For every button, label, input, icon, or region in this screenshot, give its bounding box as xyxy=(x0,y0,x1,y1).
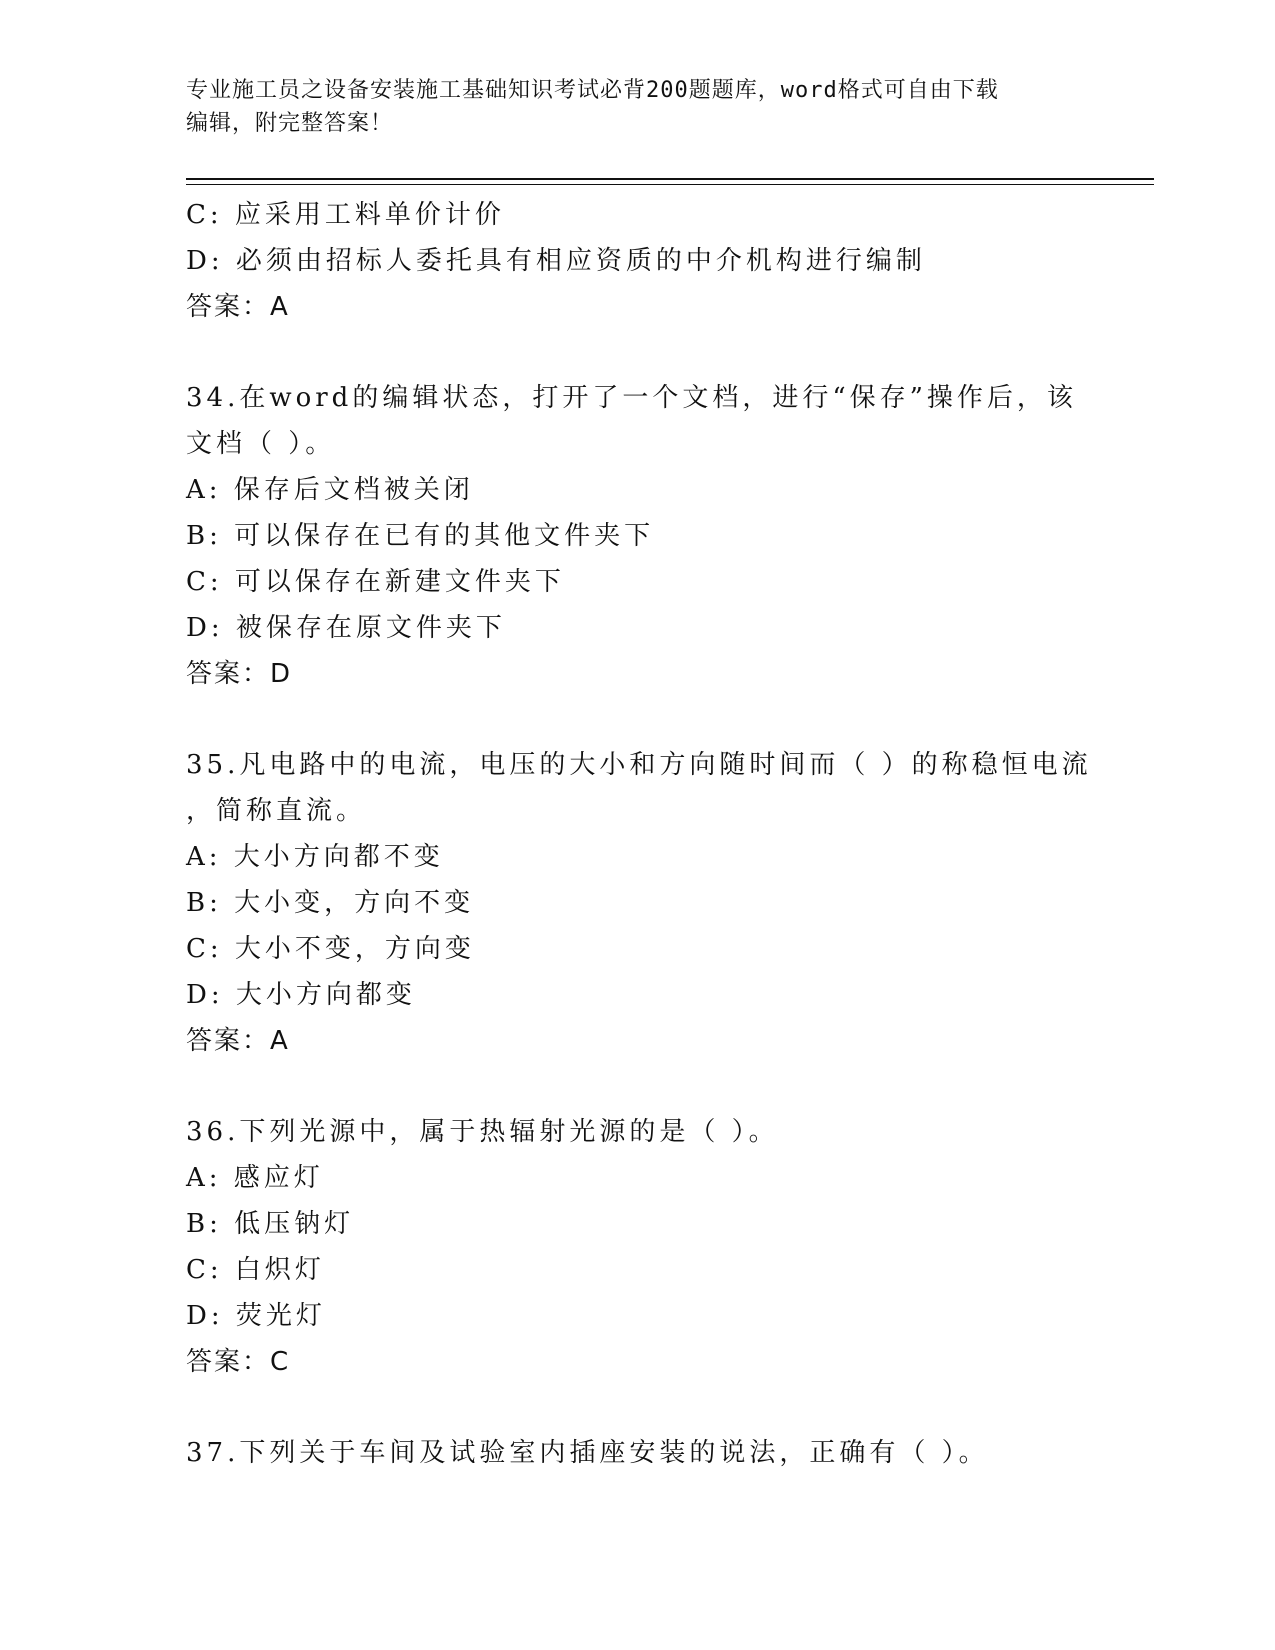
q34-option-c: C: 可以保存在新建文件夹下 xyxy=(186,567,565,597)
header-divider-thick xyxy=(186,178,1154,180)
q34-option-b: B: 可以保存在已有的其他文件夹下 xyxy=(186,521,655,551)
q34-option-a: A: 保存后文档被关闭 xyxy=(186,475,474,505)
q37-stem: 37.下列关于车间及试验室内插座安装的说法，正确有（ ）。 xyxy=(186,1438,989,1468)
question-33-tail xyxy=(186,192,1086,330)
question-spacer xyxy=(186,1385,1086,1430)
question-list xyxy=(186,192,1092,1476)
q33-option-d: D: 必须由招标人委托具有相应资质的中介机构进行编制 xyxy=(186,246,926,276)
header-title-line-2: 编辑，附完整答案！ xyxy=(186,111,394,136)
q34-stem-line-1: 34.在word的编辑状态，打开了一个文档，进行“保存”操作后，该 xyxy=(186,383,1077,413)
header-divider-thin xyxy=(186,184,1154,185)
q33-answer: 答案：A xyxy=(186,292,290,322)
q34-option-d: D: 被保存在原文件夹下 xyxy=(186,613,506,643)
question-35 xyxy=(186,742,1092,1064)
q35-option-c: C: 大小不变，方向变 xyxy=(186,934,475,964)
document-header xyxy=(186,74,1086,140)
q34-stem-line-2: 文档（ ）。 xyxy=(186,429,336,459)
q36-option-b: B: 低压钠灯 xyxy=(186,1209,355,1239)
q36-option-c: C: 白炽灯 xyxy=(186,1255,325,1285)
q35-option-d: D: 大小方向都变 xyxy=(186,980,416,1010)
q35-option-a: A: 大小方向都不变 xyxy=(186,842,444,872)
q36-answer: 答案：C xyxy=(186,1347,291,1377)
header-title-line-1: 专业施工员之设备安装施工基础知识考试必背200题题库，word格式可自由下载 xyxy=(186,78,999,103)
q35-answer: 答案：A xyxy=(186,1026,290,1056)
q33-option-c: C: 应采用工料单价计价 xyxy=(186,200,505,230)
question-spacer xyxy=(186,330,1086,375)
q36-option-d: D: 荧光灯 xyxy=(186,1301,326,1331)
question-spacer xyxy=(186,697,1086,742)
q35-option-b: B: 大小变，方向不变 xyxy=(186,888,475,918)
question-34 xyxy=(186,375,1086,697)
q35-stem-line-1: 35.凡电路中的电流，电压的大小和方向随时间而（ ）的称稳恒电流 xyxy=(186,750,1092,780)
q35-stem-line-2: ，简称直流。 xyxy=(186,796,367,826)
question-spacer xyxy=(186,1064,1086,1109)
question-36 xyxy=(186,1109,1086,1385)
q34-answer: 答案：D xyxy=(186,659,293,689)
question-37 xyxy=(186,1430,1086,1476)
q36-stem: 36.下列光源中，属于热辐射光源的是（ ）。 xyxy=(186,1117,779,1147)
q36-option-a: A: 感应灯 xyxy=(186,1163,324,1193)
